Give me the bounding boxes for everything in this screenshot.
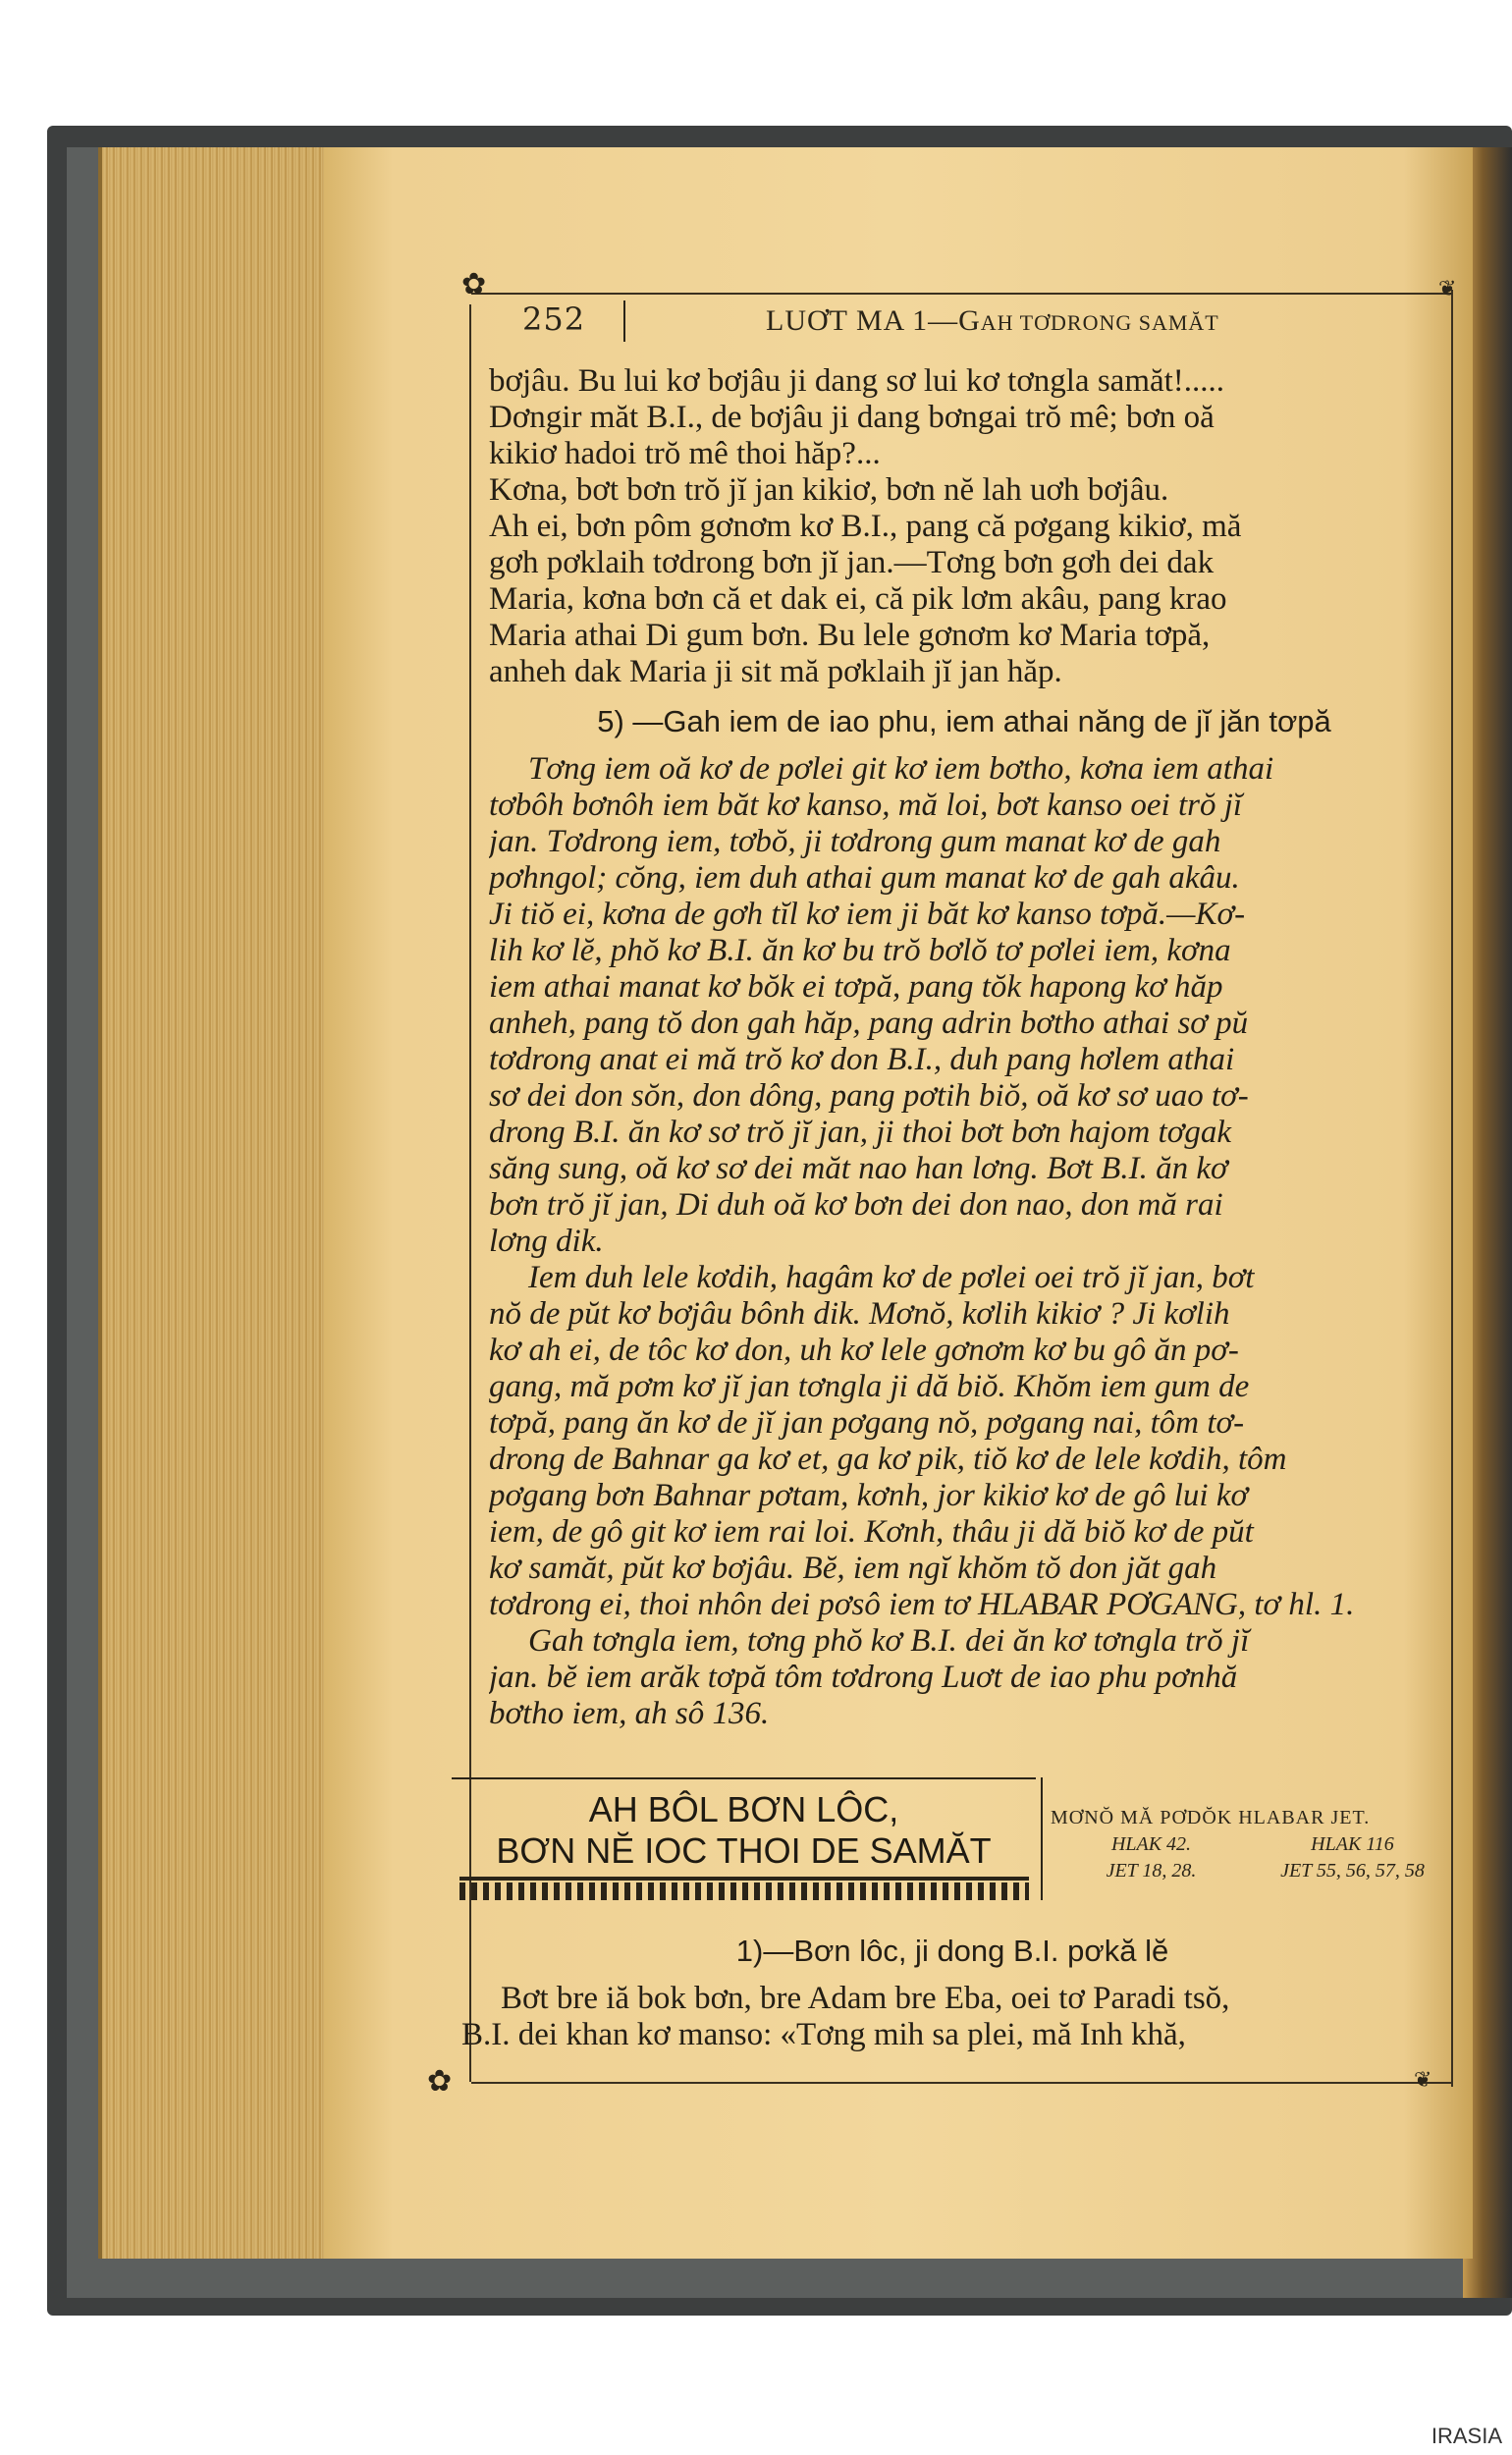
section-box xyxy=(452,1777,1453,1900)
text-line: gơh pơklaih tơdrong bơn jĭ jan.—Tơng bơn gơh dei dak xyxy=(489,545,1215,580)
text-line: anheh dak Maria ji sit mă pơklaih jĭ jan hăp. xyxy=(489,654,1062,689)
running-title-main: LUƠT MA 1—G xyxy=(766,304,981,337)
text-line: kơ ah ei, de tôc kơ don, uh kơ lele gơnơm kơ bu gô ăn pơ- xyxy=(489,1333,1239,1368)
section-title-line-1: AH BÔL BƠN LÔC, xyxy=(588,1789,899,1829)
text-line: pơhngol; cŏng, iem duh athai gum manat kơ de gah akâu. xyxy=(489,860,1240,896)
ornament-border xyxy=(459,1882,1029,1900)
text-line: Dơngir măt B.I., de bơjâu ji dang bơngai trŏ mê; bơn oă xyxy=(489,400,1215,435)
section-heading-5: 5) —Gah iem de iao phu, iem athai năng de jĭ jăn tơpă xyxy=(597,704,1331,738)
text-line: Bơt bre iă bok bơn, bre Adam bre Eba, oei tơ Paradi tsŏ, xyxy=(501,1981,1230,2016)
body-text xyxy=(489,363,1439,1732)
text-line: nŏ de pŭt kơ bơjâu bônh dik. Mơnŏ, kơlih kikiơ ? Ji kơlih xyxy=(489,1296,1230,1332)
section-title-box xyxy=(452,1777,1036,1902)
text-line: Kơna, bơt bơn trŏ jĭ jan kikiơ, bơn nĕ lah uơh bơjâu. xyxy=(489,472,1169,508)
section-title-line-2: BƠN NĔ IOC THOI DE SAMĂT xyxy=(496,1830,992,1871)
scripture-references xyxy=(1051,1807,1453,1882)
flower-ornament-icon: ✿ xyxy=(427,2064,453,2099)
ornament-bar xyxy=(459,1877,1029,1881)
running-header xyxy=(471,293,1453,348)
text-line: tơpă, pang ăn kơ de jĭ jan pơgang nŏ, pơgang nai, tôm tơ- xyxy=(489,1405,1245,1441)
flower-ornament-icon: ❦ xyxy=(1438,277,1457,301)
text-line: tơdrong ei, thoi nhôn dei pơsô iem tơ HLABAR PƠGANG, tơ hl. 1. xyxy=(489,1587,1355,1622)
ref-jet-1: JET 18, 28. xyxy=(1106,1860,1197,1882)
header-separator xyxy=(623,300,625,342)
box-separator xyxy=(1041,1777,1043,1900)
text-line: bơjâu. Bu lui kơ bơjâu ji dang sơ lui kơ tơngla samăt!..... xyxy=(489,363,1225,399)
text-line: anheh, pang tŏ don gah hăp, pang adrin bơtho athai sơ pŭ xyxy=(489,1006,1249,1041)
text-line: sơ dei don sŏn, don dông, pang pơtih biŏ, oă kơ sơ uao tơ- xyxy=(489,1078,1249,1114)
text-line: Iem duh lele kơdih, hagâm kơ de pơlei oei trŏ jĭ jan, bơt xyxy=(528,1260,1255,1295)
references-row xyxy=(1051,1860,1453,1882)
text-line: tơbôh bơnôh iem băt kơ kanso, mă loi, bơt kanso oei trŏ jĭ xyxy=(489,788,1243,823)
section-paragraph-1 xyxy=(461,1981,1443,2053)
page-number: 252 xyxy=(522,300,586,338)
bottom-rule xyxy=(471,2082,1453,2084)
text-line: lih kơ lĕ, phŏ kơ B.I. ăn kơ bu trŏ bơlŏ tơ pơlei iem, kơna xyxy=(489,933,1231,968)
ref-hlak-2: HLAK 116 xyxy=(1311,1833,1394,1855)
running-title xyxy=(766,304,1219,338)
flower-ornament-icon: ❦ xyxy=(1414,2068,1432,2093)
text-line: Ji tiŏ ei, kơna de gơh tĭl kơ iem ji băt kơ kanso tơpă.—Kơ- xyxy=(489,897,1246,932)
references-title: MƠNŎ MĂ PƠDŎK HLABAR JET. xyxy=(1051,1807,1371,1828)
text-line: bơtho iem, ah sô 136. xyxy=(489,1696,770,1731)
text-line: pơgang bơn Bahnar pơtam, kơnh, jor kikiơ kơ de gô lui kơ xyxy=(489,1478,1249,1513)
text-line: drong de Bahnar ga kơ et, ga kơ pik, tiŏ kơ de lele kơdih, tôm xyxy=(489,1442,1287,1477)
text-line: jan. Tơdrong iem, tơbŏ, ji tơdrong gum manat kơ de gah xyxy=(489,824,1221,859)
text-line: gang, mă pơm kơ jĭ jan tơngla ji dă biŏ. Khŏm iem gum de xyxy=(489,1369,1250,1404)
watermark: IRASIA xyxy=(1431,2424,1502,2448)
ref-jet-2: JET 55, 56, 57, 58 xyxy=(1280,1860,1425,1882)
text-line: iem athai manat kơ bŏk ei tơpă, pang tŏk hapong kơ hăp xyxy=(489,969,1223,1005)
text-line: săng sung, oă kơ sơ dei măt nao han lơng. Bơt B.I. ăn kơ xyxy=(489,1151,1228,1186)
text-line: kikiơ hadoi trŏ mê thoi hăp?... xyxy=(489,436,881,471)
page-edges xyxy=(98,147,328,2259)
text-line: B.I. dei khan kơ manso: «Tơng mih sa plei, mă Inh khă, xyxy=(461,2017,1186,2052)
paragraph-2 xyxy=(489,751,1439,1260)
running-title-small: AH TƠDRONG SAMĂT xyxy=(980,310,1219,335)
text-line: kơ samăt, pŭt kơ bơjâu. Bĕ, iem ngĭ khŏm tŏ don jăt gah xyxy=(489,1551,1217,1586)
paragraph-1 xyxy=(489,363,1439,690)
text-line: bơn trŏ jĭ jan, Di duh oă kơ bơn dei don nao, don mă rai xyxy=(489,1187,1223,1223)
text-line: iem, de gô git kơ iem rai loi. Kơnh, thâu ji dă biŏ kơ de pŭt xyxy=(489,1514,1254,1550)
section-body xyxy=(461,1920,1443,2053)
text-line: jan. bĕ iem arăk tơpă tôm tơdrong Luơt de iao phu pơnhă xyxy=(489,1660,1238,1695)
references-row xyxy=(1051,1833,1453,1856)
flower-ornament-icon: ✿ xyxy=(461,267,487,301)
ref-hlak-1: HLAK 42. xyxy=(1110,1833,1192,1855)
text-line: Maria athai Di gum bơn. Bu lele gơnơm kơ Maria tơpă, xyxy=(489,618,1211,653)
text-line: Ah ei, bơn pôm gơnơm kơ B.I., pang că pơgang kikiơ, mă xyxy=(489,509,1242,544)
section-heading-1: 1)—Bơn lôc, ji dong B.I. pơkă lĕ xyxy=(735,1934,1169,1968)
text-line: Gah tơngla iem, tơng phŏ kơ B.I. dei ăn kơ tơngla trŏ jĭ xyxy=(528,1623,1250,1659)
text-line: lơng dik. xyxy=(489,1224,604,1259)
paragraph-3 xyxy=(489,1260,1439,1623)
text-line: Maria, kơna bơn că et dak ei, că pik lơm akâu, pang krao xyxy=(489,581,1227,617)
text-line: Tơng iem oă kơ de pơlei git kơ iem bơtho, kơna iem athai xyxy=(528,751,1274,787)
text-line: drong B.I. ăn kơ sơ trŏ jĭ jan, ji thoi bơt bơn hajom tơgak xyxy=(489,1115,1231,1150)
text-line: tơdrong anat ei mă trŏ kơ don B.I., duh pang hơlem athai xyxy=(489,1042,1235,1077)
paragraph-4 xyxy=(489,1623,1439,1732)
